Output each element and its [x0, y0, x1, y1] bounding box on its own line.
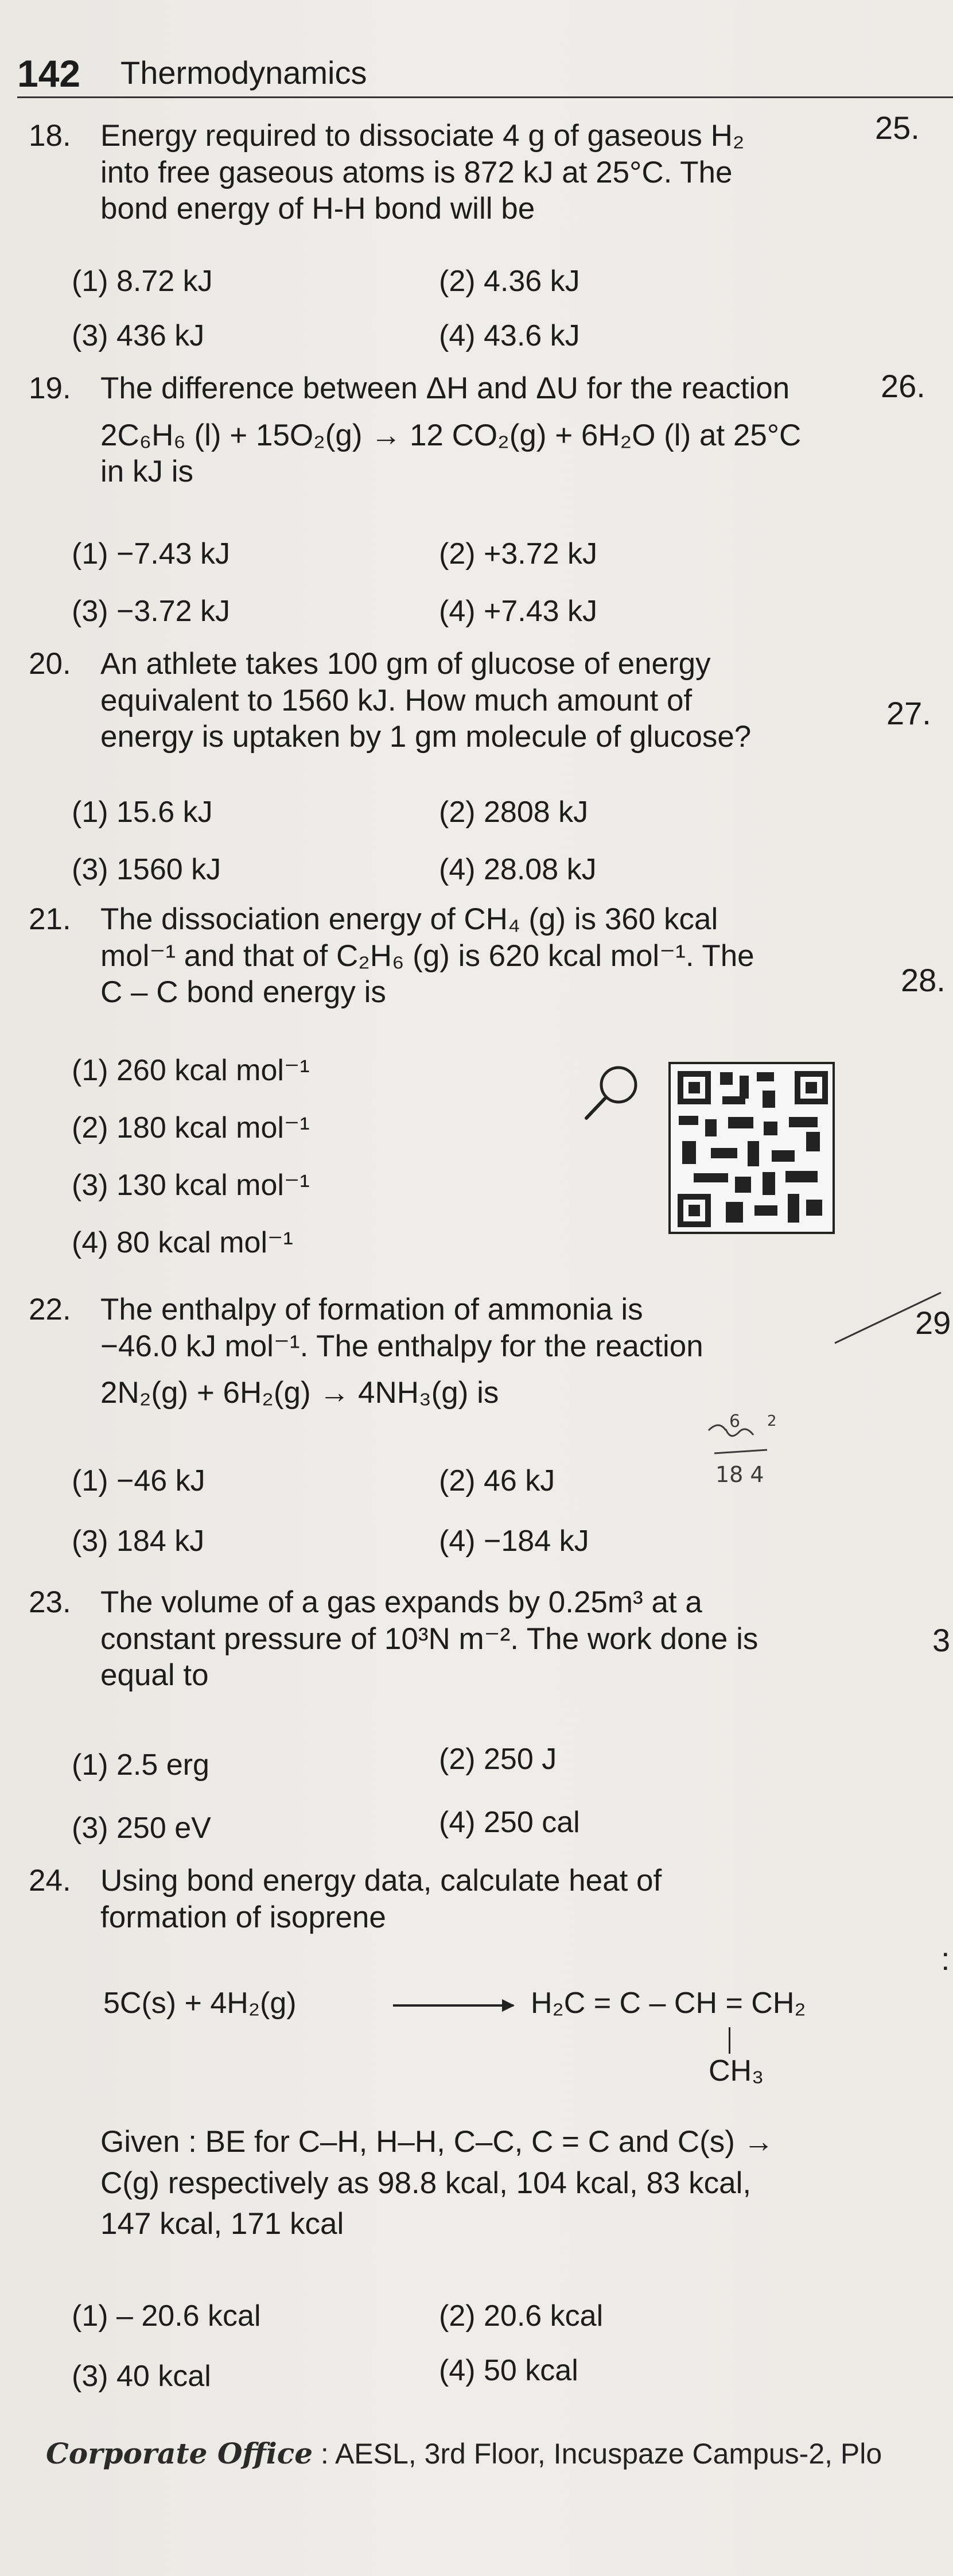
side-question-number: :	[941, 1941, 950, 1977]
option-4[interactable]: (4) 250 cal	[439, 1806, 580, 1839]
option-4[interactable]: (4) 43.6 kJ	[439, 319, 580, 352]
given-line: Given : BE for C–H, H–H, C–C, C = C and C(s) →	[100, 2125, 774, 2159]
reaction-equation: 2C₆H₆ (l) + 15O₂(g) → 12 CO₂(g) + 6H₂O (l) at 25°C	[100, 418, 802, 452]
question-text	[100, 1584, 863, 1694]
option-1[interactable]: (1) 2.5 erg	[72, 1748, 209, 1782]
isoprene-reaction	[103, 1974, 849, 2101]
option-4[interactable]: (4) 80 kcal mol⁻¹	[72, 1226, 293, 1259]
question-number: 20.	[29, 647, 71, 681]
reaction-reactants: 5C(s) + 4H₂(g)	[103, 1987, 297, 2020]
question-text	[100, 901, 863, 1011]
option-3[interactable]: (3) 1560 kJ	[72, 853, 221, 886]
handwritten-note	[703, 1406, 783, 1492]
option-2[interactable]: (2) 250 J	[439, 1743, 557, 1776]
option-2[interactable]: (2) 2808 kJ	[439, 796, 589, 829]
section-title: Thermodynamics	[120, 55, 367, 91]
option-1[interactable]: (1) −46 kJ	[72, 1464, 205, 1498]
option-1[interactable]: (1) 260 kcal mol⁻¹	[72, 1054, 310, 1087]
question-text	[100, 646, 863, 755]
side-question-number: 28.	[901, 962, 946, 998]
question-line: into free gaseous atoms is 872 kJ at 25°C. The	[100, 155, 733, 189]
side-question-number: 3	[932, 1622, 951, 1658]
handwritten-digit: 2	[767, 1413, 777, 1430]
option-3[interactable]: (3) 130 kcal mol⁻¹	[72, 1169, 310, 1202]
question-text	[100, 370, 863, 490]
side-question-number: 27.	[886, 695, 931, 731]
question-line: equal to	[100, 1658, 209, 1693]
question-line: An athlete takes 100 gm of glucose of energy	[100, 647, 711, 681]
option-4[interactable]: (4) −184 kJ	[439, 1524, 589, 1558]
page-number: 142	[17, 52, 81, 95]
question-number: 24.	[29, 1864, 71, 1898]
option-4[interactable]: (4) +7.43 kJ	[439, 595, 598, 628]
option-2[interactable]: (2) 4.36 kJ	[439, 265, 580, 298]
option-3[interactable]: (3) 250 eV	[72, 1811, 211, 1845]
option-1[interactable]: (1) 15.6 kJ	[72, 796, 213, 829]
question-number: 18.	[29, 119, 71, 153]
question-line: equivalent to 1560 kJ. How much amount of	[100, 683, 693, 717]
question-number: 21.	[29, 902, 71, 936]
magnifier-icon	[579, 1062, 643, 1125]
question-line: in kJ is	[100, 455, 193, 489]
question-line: bond energy of H-H bond will be	[100, 192, 535, 226]
branch-bond	[729, 2027, 730, 2054]
handwritten-digits: 18 4	[715, 1462, 764, 1487]
question-number: 23.	[29, 1585, 71, 1619]
header-rule	[17, 96, 953, 98]
side-question-number: 29	[915, 1305, 951, 1341]
question-line: Energy required to dissociate 4 g of gaseous H₂	[100, 119, 745, 153]
side-question-number: 26.	[881, 368, 925, 404]
footer	[46, 2437, 882, 2470]
question-text	[100, 1863, 863, 1935]
option-1[interactable]: (1) −7.43 kJ	[72, 537, 231, 571]
reaction-arrow	[393, 2004, 514, 2007]
question-text	[100, 1291, 863, 1411]
handwritten-digit: 6	[729, 1411, 741, 1431]
question-line: The enthalpy of formation of ammonia is	[100, 1293, 643, 1326]
footer-address: : AESL, 3rd Floor, Incuspaze Campus-2, Plo	[320, 2438, 882, 2470]
option-1[interactable]: (1) 8.72 kJ	[72, 265, 213, 298]
question-line: The difference between ΔH and ΔU for the reaction	[100, 371, 790, 405]
given-line: 147 kcal, 171 kcal	[100, 2207, 344, 2241]
methyl-branch: CH₃	[709, 2054, 764, 2088]
footer-label: Corporate Office	[46, 2437, 313, 2470]
question-number: 19.	[29, 371, 71, 405]
option-4[interactable]: (4) 50 kcal	[439, 2354, 578, 2387]
question-line: energy is uptaken by 1 gm molecule of glucose?	[100, 720, 752, 754]
question-line: mol⁻¹ and that of C₂H₆ (g) is 620 kcal mol⁻¹. The	[100, 938, 754, 973]
question-number: 22.	[29, 1293, 71, 1326]
option-4[interactable]: (4) 28.08 kJ	[439, 853, 597, 886]
reaction-product: H₂C = C – CH = CH₂	[531, 1987, 806, 2020]
option-2[interactable]: (2) 20.6 kcal	[439, 2299, 604, 2333]
page-header	[17, 52, 947, 98]
side-question-number: 25.	[875, 110, 920, 146]
option-3[interactable]: (3) 40 kcal	[72, 2360, 211, 2393]
qr-code[interactable]	[668, 1062, 835, 1234]
given-data	[100, 2124, 904, 2243]
option-3[interactable]: (3) 184 kJ	[72, 1524, 205, 1558]
question-line: Using bond energy data, calculate heat of	[100, 1864, 662, 1898]
option-1[interactable]: (1) – 20.6 kcal	[72, 2299, 261, 2333]
question-text	[100, 118, 863, 227]
reaction-equation: 2N₂(g) + 6H₂(g) → 4NH₃(g) is	[100, 1376, 499, 1410]
question-line: −46.0 kJ mol⁻¹. The enthalpy for the reaction	[100, 1329, 703, 1363]
option-3[interactable]: (3) 436 kJ	[72, 319, 205, 352]
question-line: The volume of a gas expands by 0.25m³ at a	[100, 1585, 702, 1619]
option-3[interactable]: (3) −3.72 kJ	[72, 595, 231, 628]
option-2[interactable]: (2) 46 kJ	[439, 1464, 555, 1498]
question-line: C – C bond energy is	[100, 975, 386, 1010]
margin-pen-stroke	[832, 1286, 953, 1349]
question-line: constant pressure of 10³N m⁻². The work done is	[100, 1621, 758, 1656]
question-line: formation of isoprene	[100, 1900, 386, 1934]
given-line: C(g) respectively as 98.8 kcal, 104 kcal, 83 kcal,	[100, 2166, 752, 2200]
option-2[interactable]: (2) +3.72 kJ	[439, 537, 598, 571]
option-2[interactable]: (2) 180 kcal mol⁻¹	[72, 1111, 310, 1145]
question-line: The dissociation energy of CH₄ (g) is 360 kcal	[100, 902, 718, 936]
